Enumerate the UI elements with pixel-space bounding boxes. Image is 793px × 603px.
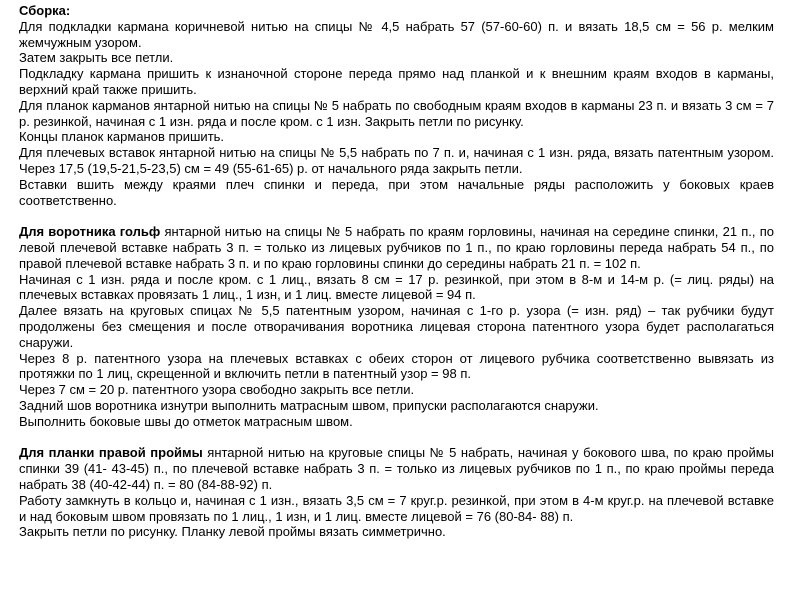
assembly-paragraph: Для планок карманов янтарной нитью на спицы № 5 набрать по свободным краям входов в карманы 23 п. и вязать 3 см = 7 р. резинкой, начиная с 1 изн. ряда и после кром. с 1 изн. Закрыть петли по рисунку. bbox=[19, 97, 774, 129]
assembly-section bbox=[19, 3, 774, 208]
assembly-paragraph: Затем закрыть все петли. bbox=[19, 50, 174, 66]
collar-paragraph: Задний шов воротника изнутри выполнить матрасным швом, припуски располагаются снаружи. bbox=[19, 397, 599, 413]
collar-intro-paragraph bbox=[19, 224, 774, 271]
assembly-heading: Сборка: bbox=[19, 3, 71, 18]
assembly-paragraph: Для плечевых вставок янтарной нитью на спицы № 5,5 набрать по 7 п. и, начиная с 1 изн. ряда, вязать патентным узором. Через 17,5 (19,5-21,5-23,5) см = 49 (55-61-65) р. от начального ряда закрыть петли. bbox=[19, 145, 774, 176]
armhole-intro-paragraph bbox=[19, 445, 774, 492]
collar-intro-text: янтарной нитью на спицы № 5 набрать по краям горловины, начиная на середине спинки, 21 п., по левой плечевой вставке набрать 3 п. = только из лицевых рубчиков по 1 п., по краю горловины переда набрать 54 п., по правой плечевой вставке набрать 3 п. и по краю горловины спинки до середины набрать 21 п. = 102 п. bbox=[19, 224, 774, 271]
collar-paragraph: Через 8 р. патентного узора на плечевых вставках с обеих сторон от лицевого рубчика соответственно вывязать из протяжки по 1 лиц, скрещенной и включить петли в патентный узор = 98 п. bbox=[19, 350, 774, 382]
collar-paragraph: Начиная с 1 изн. ряда и после кром. с 1 лиц., вязать 8 см = 17 р. резинкой, при этом в 8-м и 14-м р. (= лиц. ряды) на плечевых вставках провязать 1 лиц., 1 изн, и 1 лиц. вместе лицевой = 94 п. bbox=[19, 271, 774, 303]
collar-paragraph: Выполнить боковые швы до отметок матрасным швом. bbox=[19, 413, 353, 429]
armhole-heading: Для планки правой проймы bbox=[19, 445, 203, 461]
armhole-intro-text: янтарной нитью на круговые спицы № 5 набрать, начиная у бокового шва, по краю проймы спинки 39 (41- 43-45) п., по плечевой вставке набрать 3 п. = только из лицевых рубчиков по 1 п., по краю проймы переда набрать 38 (40-42-44) п. = 80 (84-88-92) п. bbox=[19, 445, 774, 492]
collar-paragraph: Через 7 см = 20 р. патентного узора свободно закрыть все петли. bbox=[19, 382, 415, 398]
armhole-section bbox=[19, 445, 774, 540]
assembly-paragraph: Вставки вшить между краями плеч спинки и переда, при этом начальные ряды расположить у боковых краев соответственно. bbox=[19, 176, 774, 208]
collar-section bbox=[19, 224, 774, 429]
assembly-paragraph: Подкладку кармана пришить к изнаночной стороне переда прямо над планкой и к внешним краям входов в карманы, верхний край также пришить. bbox=[19, 66, 774, 97]
collar-paragraph: Далее вязать на круговых спицах № 5,5 патентным узором, начиная с 1-го р. узора (= изн. ряд) – так рубчики будут продолжены без смещения и после отворачивания воротника лицевая сторона патентного узора будет располагаться снаружи. bbox=[19, 303, 774, 350]
assembly-paragraph: Для подкладки кармана коричневой нитью на спицы № 4,5 набрать 57 (57-60-60) п. и вязать 18,5 см = 56 р. мелким жемчужным узором. bbox=[19, 18, 774, 50]
armhole-paragraph: Работу замкнуть в кольцо и, начиная с 1 изн., вязать 3,5 см = 7 круг.р. резинкой, при этом в 4-м круг.р. на плечевой вставке и над боковым швом провязать по 1 лиц., 1 изн, и 1 лиц. вместе лицевой = 76 (80-84- 88) п. bbox=[19, 492, 774, 524]
armhole-paragraph: Закрыть петли по рисунку. Планку левой проймы вязать симметрично. bbox=[19, 524, 446, 540]
collar-heading: Для воротника гольф bbox=[19, 224, 161, 240]
assembly-paragraph: Концы планок карманов пришить. bbox=[19, 129, 225, 145]
